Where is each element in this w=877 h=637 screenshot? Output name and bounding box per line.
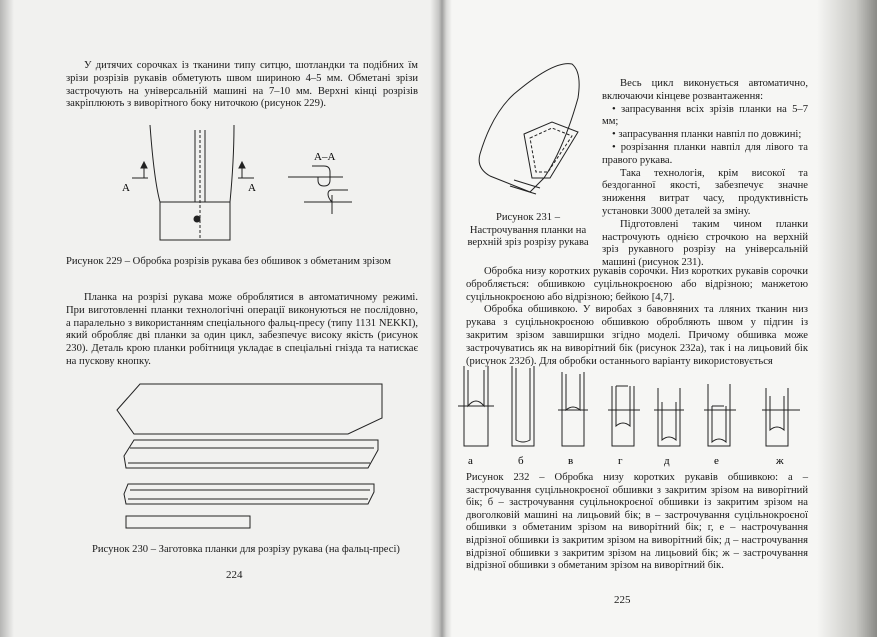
caption-figure-232: Рисунок 232 – Обробка низу коротких рукавів обшивкою: а – застрочування суцільнокроєної обшивки з закритим зрізом на виворітний бік; б – застрочування суцільнокроєної обшивки із закритим зрізом на двоголковій машині на лицьовий бік; в – застрочування суцільнокроєної обшивки з обметаним зрізом на виворітний бік; г, е – настрочування відрізної обшивки із закритим зрізом на виворітний бік; д – настрочування відрізної обшивки з закритим зрізом на лицьовий бік; ж – застрочування відрізної обшивки з обметаним зрізом на виворітний бік. — [466, 472, 808, 572]
figure-231 — [474, 58, 614, 208]
section-marker-left: А — [122, 182, 130, 194]
right-scan-shadow — [817, 0, 877, 637]
paragraph-prepared-plackets: Підготовлені таким чином планки настрочують однією строчкою на верхній зріз рукавного розрізу на універсальній машині (рисунок 231). — [602, 218, 808, 269]
paragraph-technology: Така технологія, крім високої та бездоганної якості, забезпечує значне зниження витрат часу, продуктивність установки 3000 деталей за зміну. — [602, 167, 808, 217]
fig232-letter-e: е — [714, 455, 719, 467]
section-marker-right: А — [248, 182, 256, 194]
bullet-item: • запрасування планки навпіл по довжині; — [602, 129, 808, 142]
fig232-letter-a: а — [468, 455, 473, 467]
bullet-item: • розрізання планки навпіл для лівого та правого рукава. — [602, 142, 808, 168]
left-scan-shadow — [0, 0, 14, 637]
fig232-letter-v: в — [568, 455, 574, 467]
figure-232 — [458, 366, 808, 476]
paragraph-short-sleeves: Обробка низу коротких рукавів сорочки. Низ коротких рукавів сорочки обробляється: обшивкою суцільнокроєною або відрізною; манжетою суцільнокроєною або відрізною; бейкою [4,7]. Обробка обшивкою. У виробах з бавовняних та лляних тканин низ рукава з суцільнокроєною обшивкою обробляють швом у підгин із закритим зрізом завширшки згідно моделі. Причому обшивка може застрочуватись як на виворітний бік (рисунок 232а), так і на лицьовий бік (рисунок 232б). Для обробки останнього варіанту використовується — [466, 266, 808, 367]
fig232-letter-d: д — [664, 455, 670, 467]
page-number-left: 224 — [226, 569, 243, 581]
book-gutter — [430, 0, 452, 637]
paragraph-cycle: Весь цикл виконується автоматично, включаючи кінцеве розвантаження: • запрасування всіх зрізів планки на 5–7 мм; • запрасування планки навпіл по довжині; • розрізання планки навпіл для лівого та правого рукава. Така технологія, крім високої та бездоганної якості, забезпечує значне зниження витрат часу, продуктивність установки 3000 деталей за зміну. Підготовлені таким чином планки настрочують однією строчкою на верхній зріз рукавного розрізу на універсальній машині (рисунок 231). — [602, 78, 808, 270]
caption-figure-230: Рисунок 230 – Заготовка планки для розрізу рукава (на фальц-пресі) — [92, 544, 400, 555]
fig232-letter-g: г — [618, 455, 623, 467]
paragraph-sleeve-slits: У дитячих сорочках із тканини типу ситцю, шотландки та подібних їм зрізи розрізів рукавів обметують швом шириною 4–5 мм. Обметані зрізи застрочують на універсальній машині на 7–10 мм. Верхні кінці розрізів закріплюють з виворітного боку ниточкою (рисунок 229). — [66, 60, 418, 110]
fig232-letter-zh: ж — [776, 455, 784, 467]
paragraph-facing: Обробка обшивкою. У виробах з бавовняних та лляних тканин низ рукава з суцільнокроєною обшивкою обробляють швом у підгин із закритим зрізом завширшки згідно моделі. Причому обшивка може застрочуватись як на виворітний бік (рисунок 232а), так і на лицьовий бік (рисунок 232б). Для обробки останнього варіанту використовується — [466, 304, 808, 367]
fig232-letter-b: б — [518, 455, 524, 467]
page-number-right: 225 — [614, 594, 631, 606]
bullet-item: • запрасування всіх зрізів планки на 5–7 мм; — [602, 104, 808, 130]
caption-figure-231: Рисунок 231 – Настрочування планки на верхній зріз розрізу рукава — [467, 212, 589, 249]
paragraph-placket-automation: Планка на розрізі рукава може оброблятися в автоматичному режимі. При виготовленні планки технологічні операції виконуються не послідовно, а паралельно з використанням спеціального фальц-пресу (типу 1131 NEKKI), який обробляє дві планки за один цикл, забезпечує високу якість (рисунок 230). Деталь крою планки робітниця укладає в спеціальні гнізда та натискає на пускову кнопку. — [66, 292, 418, 367]
cycle-bullet-list — [602, 104, 808, 168]
figure-229 — [118, 120, 388, 255]
caption-figure-229: Рисунок 229 – Обробка розрізів рукава без обшивок з обметаним зрізом — [66, 256, 391, 267]
section-label: А–А — [314, 151, 336, 163]
figure-230 — [112, 380, 412, 540]
